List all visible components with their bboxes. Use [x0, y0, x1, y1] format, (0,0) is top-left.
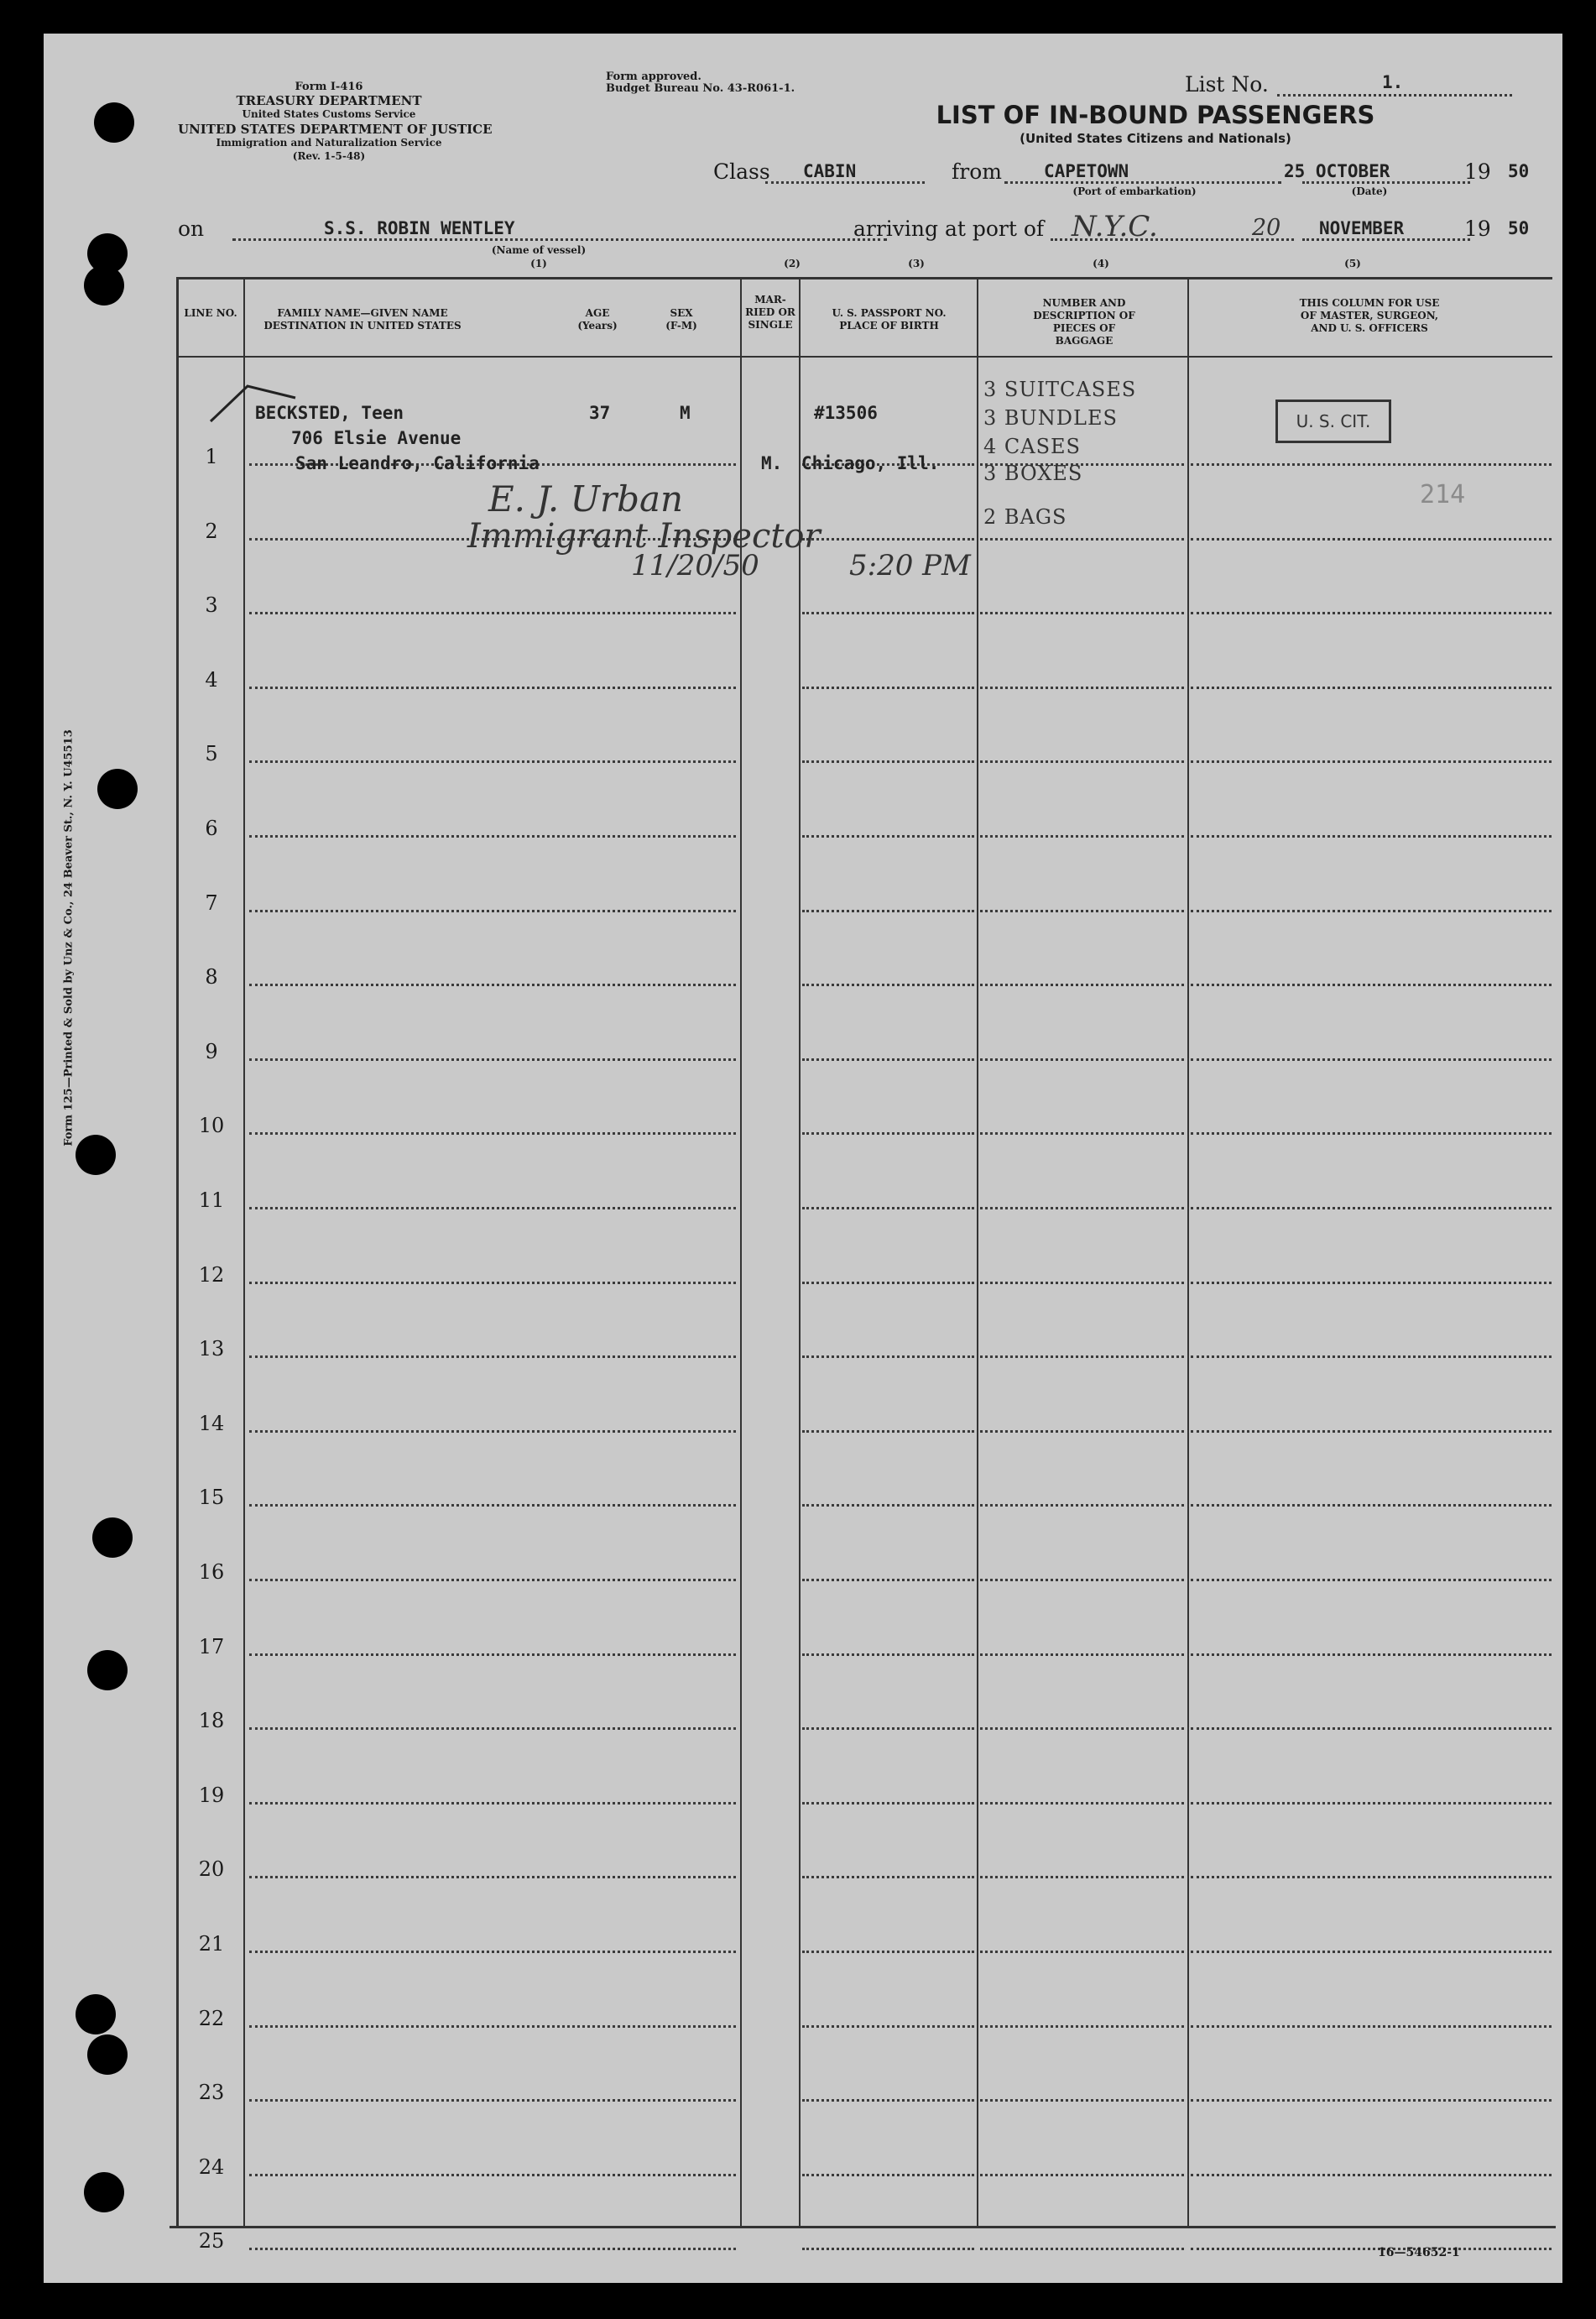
col-header-baggage: NUMBER AND DESCRIPTION OF PIECES OF BAGGAGE: [1033, 297, 1135, 347]
entry-line: [249, 1802, 736, 1805]
entry-line: [249, 1430, 736, 1433]
vessel-value: S.S. ROBIN WENTLEY: [324, 218, 515, 238]
entry-line: [802, 760, 974, 763]
entry-line: [249, 1355, 736, 1358]
entry-line: [980, 1355, 1184, 1358]
entry-line: [249, 2025, 736, 2028]
form-approved: Form approved.: [606, 71, 702, 83]
col-header-destination: DESTINATION IN UNITED STATES: [263, 320, 462, 332]
form-sheet: [44, 34, 1562, 2283]
vessel-caption: (Name of vessel): [491, 244, 587, 256]
baggage-item: 3 BOXES: [983, 462, 1083, 485]
passenger-name: BECKSTED, Teen: [255, 403, 404, 423]
form-title: LIST OF IN-BOUND PASSENGERS: [936, 101, 1375, 129]
line-number: 13: [198, 1337, 225, 1361]
table-top-rule: [176, 277, 1552, 279]
entry-line: [249, 1579, 736, 1581]
passenger-marital: M.: [761, 453, 783, 473]
binder-hole: [84, 2172, 124, 2212]
col-header-sex-unit: (F-M): [665, 320, 697, 332]
from-caption: (Port of embarkation): [1072, 185, 1197, 197]
entry-line: [802, 1653, 974, 1656]
entry-line: [980, 1802, 1184, 1805]
entry-line: [1191, 1579, 1552, 1581]
date1-year-prefix: 19: [1464, 159, 1491, 184]
entry-line: [980, 687, 1184, 689]
entry-line: [802, 1876, 974, 1878]
entry-line: [980, 1207, 1184, 1209]
revision-date: (Rev. 1-5-48): [292, 150, 366, 162]
date2-month: NOVEMBER: [1319, 218, 1405, 238]
col-rule-line: [243, 277, 245, 2228]
entry-line: [249, 835, 736, 838]
entry-line: [1191, 538, 1552, 541]
entry-line: [802, 2025, 974, 2028]
entry-line: [980, 1727, 1184, 1730]
arriving-label: arriving at port of: [853, 217, 1045, 241]
entry-line: [249, 760, 736, 763]
entry-line: [1191, 1802, 1552, 1805]
entry-line: [1191, 2099, 1552, 2102]
entry-line: [249, 1058, 736, 1061]
baggage-item: 3 BUNDLES: [983, 406, 1118, 430]
col-header-officers: THIS COLUMN FOR USE OF MASTER, SURGEON, AND U. S. OFFICERS: [1299, 297, 1440, 334]
on-label: on: [178, 217, 205, 241]
entry-line: [1191, 2174, 1552, 2176]
binder-hole: [92, 1517, 133, 1558]
entry-line: [802, 1132, 974, 1135]
entry-line: [1191, 1132, 1552, 1135]
col-header-age: AGE: [585, 307, 610, 319]
baggage-item: 3 SUITCASES: [983, 378, 1137, 401]
entry-line: [249, 1876, 736, 1878]
entry-line: [980, 760, 1184, 763]
entry-line: [802, 2174, 974, 2176]
entry-line: [980, 1058, 1184, 1061]
entry-line: [249, 1282, 736, 1284]
from-line: [1004, 181, 1281, 184]
line-number: 8: [205, 965, 218, 989]
entry-line: [980, 612, 1184, 614]
entry-line: [802, 1504, 974, 1507]
col-header-sex: SEX: [670, 307, 693, 319]
entry-line: [802, 2248, 974, 2250]
entry-line: [802, 1579, 974, 1581]
entry-line: [802, 1058, 974, 1061]
col-num-4: (4): [1093, 258, 1109, 269]
class-label: Class: [713, 159, 770, 184]
line-number: 15: [198, 1486, 225, 1509]
port-value: N.Y.C.: [1072, 210, 1158, 243]
passenger-age: 37: [589, 403, 611, 423]
line-number: 16: [198, 1560, 225, 1584]
inspector-title: Immigrant Inspector: [467, 517, 821, 556]
line-number: 3: [205, 593, 218, 617]
line-number: 1: [205, 445, 218, 468]
line-number: 22: [198, 2007, 225, 2030]
line-number: 21: [198, 1932, 225, 1956]
entry-line: [249, 1132, 736, 1135]
entry-line: [1191, 1430, 1552, 1433]
inspection-date: 11/20/50: [631, 549, 759, 582]
date2-year-prefix: 19: [1464, 217, 1491, 241]
form-subtitle: (United States Citizens and Nationals): [1020, 131, 1291, 146]
entry-line: [1191, 1876, 1552, 1878]
entry-line: [802, 1727, 974, 1730]
col-header-line: LINE NO.: [184, 307, 237, 319]
entry-line: [802, 835, 974, 838]
entry-line: [1191, 984, 1552, 986]
entry-line: [1191, 760, 1552, 763]
line-number: 25: [198, 2229, 225, 2253]
passenger-birthplace: Chicago, Ill.: [801, 453, 940, 473]
passenger-address2: San Leandro, California: [295, 453, 540, 473]
baggage-item: 2 BAGS: [983, 505, 1067, 529]
entry-line: [980, 1653, 1184, 1656]
entry-line: [802, 1207, 974, 1209]
line-number: 2: [205, 520, 218, 543]
line-number: 17: [198, 1635, 225, 1658]
line-number: 12: [198, 1263, 225, 1287]
entry-line: [980, 1504, 1184, 1507]
entry-line: [1191, 1355, 1552, 1358]
entry-line: [980, 1430, 1184, 1433]
line-number: 23: [198, 2081, 225, 2104]
line-number: 5: [205, 742, 218, 765]
entry-line: [249, 1653, 736, 1656]
entry-line: [249, 2248, 736, 2250]
line-number: 9: [205, 1040, 218, 1063]
entry-line: [980, 538, 1184, 541]
line-number: 6: [205, 817, 218, 840]
entry-line: [1191, 2025, 1552, 2028]
entry-line: [249, 1727, 736, 1730]
entry-line: [802, 1951, 974, 1953]
officer-number: 214: [1420, 480, 1466, 509]
entry-line: [980, 2174, 1184, 2176]
entry-line: [802, 2099, 974, 2102]
line-number: 18: [198, 1709, 225, 1732]
col-rule-officers: [1187, 277, 1189, 2228]
entry-line: [802, 687, 974, 689]
vessel-num: (1): [530, 258, 547, 269]
binder-hole: [87, 2034, 128, 2075]
col-header-age-unit: (Years): [577, 320, 618, 332]
col-rule-baggage: [977, 277, 978, 2228]
entry-line: [1191, 687, 1552, 689]
header-bottom-rule: [176, 356, 1552, 358]
treasury-dept: TREASURY DEPARTMENT: [236, 93, 422, 108]
table-bottom-rule: [170, 2226, 1556, 2228]
col-num-3: (3): [908, 258, 925, 269]
entry-line: [802, 1282, 974, 1284]
budget-bureau: Budget Bureau No. 43-R061-1.: [606, 82, 795, 95]
col-num-5: (5): [1344, 258, 1361, 269]
list-no-line: [1277, 94, 1512, 97]
binder-hole: [94, 102, 134, 143]
binder-hole: [76, 1135, 116, 1175]
passenger-address1: 706 Elsie Avenue: [291, 428, 462, 448]
vessel-line: [232, 238, 887, 241]
entry-line: [802, 1430, 974, 1433]
entry-line: [1191, 1058, 1552, 1061]
col-header-married: MAR-RIED OR SINGLE: [745, 294, 795, 331]
entry-line: [1191, 463, 1552, 466]
entry-line: [249, 1504, 736, 1507]
entry-line: [802, 612, 974, 614]
entry-line: [980, 984, 1184, 986]
from-value: CAPETOWN: [1044, 161, 1129, 181]
entry-line: [1191, 835, 1552, 838]
binder-hole: [87, 1650, 128, 1690]
col-header-passport: U. S. PASSPORT NO.: [832, 307, 947, 319]
col-header-name: FAMILY NAME—GIVEN NAME: [277, 307, 448, 319]
entry-line: [249, 687, 736, 689]
entry-line: [802, 984, 974, 986]
customs-service: United States Customs Service: [242, 108, 416, 120]
date1-value: 25 OCTOBER: [1284, 161, 1390, 181]
line-number: 10: [198, 1114, 225, 1137]
entry-line: [249, 1951, 736, 1953]
entry-line: [1191, 1207, 1552, 1209]
line-number: 7: [205, 891, 218, 915]
line-number: 19: [198, 1784, 225, 1807]
inspector-signature: E. J. Urban: [488, 478, 684, 520]
entry-line: [980, 835, 1184, 838]
passenger-sex: M: [680, 403, 691, 423]
ins-service: Immigration and Naturalization Service: [216, 137, 442, 149]
entry-line: [980, 2099, 1184, 2102]
justice-dept: UNITED STATES DEPARTMENT OF JUSTICE: [178, 122, 493, 137]
entry-line: [980, 2248, 1184, 2250]
entry-line: [980, 1876, 1184, 1878]
entry-line: [980, 910, 1184, 912]
entry-line: [249, 984, 736, 986]
inspection-time: 5:20 PM: [849, 549, 971, 582]
binder-hole: [97, 769, 138, 809]
entry-line: [1191, 2248, 1552, 2250]
entry-line: [249, 1207, 736, 1209]
date1-caption: (Date): [1351, 185, 1388, 197]
entry-line: [1191, 1504, 1552, 1507]
line-number: 11: [198, 1188, 225, 1212]
date2-day: 20: [1252, 215, 1281, 241]
list-no-label: List No.: [1185, 72, 1269, 97]
table-left-rule: [176, 277, 179, 2228]
binder-hole: [84, 265, 124, 306]
entry-line: [802, 1355, 974, 1358]
line-number: 14: [198, 1412, 225, 1435]
entry-line: [980, 1282, 1184, 1284]
col-rule-passport: [799, 277, 801, 2228]
entry-line: [1191, 1282, 1552, 1284]
entry-line: [802, 1802, 974, 1805]
line-number: 20: [198, 1857, 225, 1881]
entry-line: [249, 612, 736, 614]
entry-line: [1191, 1951, 1552, 1953]
footer-code: 16—54652-1: [1378, 2246, 1460, 2259]
date1-line: [1302, 181, 1470, 184]
entry-line: [980, 1132, 1184, 1135]
entry-line: [802, 538, 974, 541]
entry-line: [980, 1579, 1184, 1581]
passenger-passport: #13506: [814, 403, 878, 423]
us-citizen-stamp: U. S. CIT.: [1275, 400, 1391, 443]
col-num-2: (2): [784, 258, 801, 269]
line-number: 4: [205, 668, 218, 692]
entry-line: [802, 910, 974, 912]
from-label: from: [952, 159, 1002, 184]
entry-line: [980, 2025, 1184, 2028]
list-no-value: 1.: [1382, 72, 1404, 92]
entry-line: [1191, 1727, 1552, 1730]
entry-line: [1191, 1653, 1552, 1656]
date1-year: 50: [1508, 161, 1530, 181]
date2-year: 50: [1508, 218, 1530, 238]
entry-line: [249, 2174, 736, 2176]
entry-line: [980, 1951, 1184, 1953]
class-line: [765, 181, 925, 184]
printer-imprint: Form 125—Printed & Sold by Unz & Co., 24 Beaver St., N. Y. U45513: [62, 729, 76, 1146]
line-number: 24: [198, 2155, 225, 2179]
entry-line: [249, 2099, 736, 2102]
entry-line: [249, 910, 736, 912]
binder-hole: [76, 1994, 116, 2034]
class-value: CABIN: [803, 161, 857, 181]
form-number: Form I-416: [295, 81, 363, 93]
entry-line: [1191, 612, 1552, 614]
date2-line: [1302, 238, 1470, 241]
entry-line: [1191, 910, 1552, 912]
baggage-item: 4 CASES: [983, 435, 1081, 458]
col-header-birthplace: PLACE OF BIRTH: [839, 320, 939, 332]
